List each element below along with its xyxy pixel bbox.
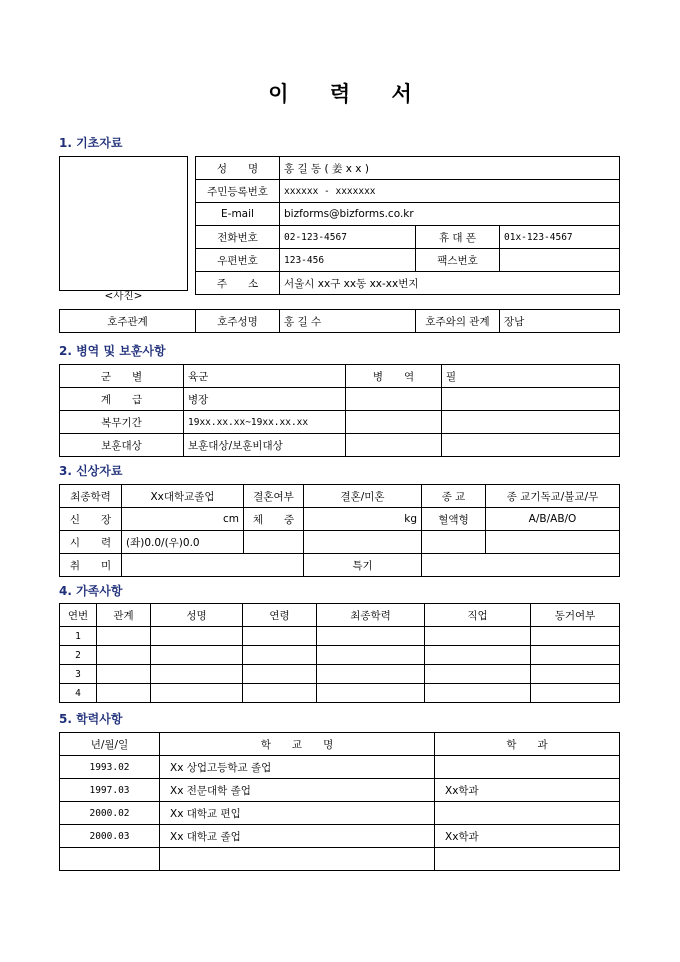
family-cell[interactable]	[243, 665, 317, 684]
table-row	[60, 684, 620, 703]
hobby-value[interactable]	[122, 554, 304, 577]
address-value[interactable]: 서울시 xx구 xx동 xx-xx번지	[280, 272, 620, 295]
family-cell[interactable]	[317, 665, 425, 684]
table-row	[60, 756, 620, 779]
military-table	[59, 364, 620, 457]
family-cell[interactable]	[151, 627, 243, 646]
education-date[interactable]: 1993.02	[60, 756, 160, 779]
family-cell[interactable]	[151, 665, 243, 684]
title-char-1: 이	[268, 81, 289, 106]
section-military-heading: 2. 병역 및 보훈사항	[59, 344, 166, 358]
family-cell[interactable]	[151, 646, 243, 665]
family-header-relation: 관계	[97, 604, 151, 627]
height-value[interactable]: cm	[122, 508, 244, 531]
table-row	[60, 365, 620, 388]
vision-label: 시 력	[60, 531, 122, 554]
weight-label: 체 중	[244, 508, 304, 531]
family-cell[interactable]	[97, 627, 151, 646]
table-row	[60, 531, 620, 554]
education-date[interactable]: 1997.03	[60, 779, 160, 802]
family-cell[interactable]	[531, 665, 620, 684]
family-cell[interactable]	[531, 627, 620, 646]
education-major[interactable]	[435, 802, 620, 825]
education-school[interactable]: Xx 대학교 졸업	[160, 825, 435, 848]
family-cell[interactable]	[317, 627, 425, 646]
education-header-major: 학 과	[435, 733, 620, 756]
period-label: 복무기간	[60, 411, 184, 434]
family-no: 3	[60, 665, 97, 684]
family-header-no: 연번	[60, 604, 97, 627]
religion-label: 종 교	[422, 485, 486, 508]
hoju-name-label: 호주성명	[196, 310, 280, 333]
skill-value[interactable]	[422, 554, 620, 577]
zip-value[interactable]: 123-456	[280, 249, 416, 272]
name-value[interactable]: 홍 길 동 ( 姜 x x )	[280, 157, 620, 180]
name-label: 성 명	[196, 157, 280, 180]
title-char-3: 서	[391, 81, 412, 106]
education-header-school: 학 교 명	[160, 733, 435, 756]
table-row	[60, 825, 620, 848]
phone-value[interactable]: 02-123-4567	[280, 226, 416, 249]
family-no: 4	[60, 684, 97, 703]
section-basic-heading: 1. 기초자료	[59, 136, 123, 150]
height-label: 신 장	[60, 508, 122, 531]
married-label: 결혼여부	[244, 485, 304, 508]
education-date[interactable]: 2000.03	[60, 825, 160, 848]
education-school[interactable]: Xx 전문대학 졸업	[160, 779, 435, 802]
fax-value[interactable]	[500, 249, 620, 272]
service-type-value[interactable]: 필	[442, 365, 620, 388]
table-row	[196, 180, 620, 203]
table-row	[196, 203, 620, 226]
education-major[interactable]: Xx학과	[435, 825, 620, 848]
family-cell[interactable]	[425, 627, 531, 646]
hoju-relation-value[interactable]: 장남	[500, 310, 620, 333]
table-row	[60, 554, 620, 577]
family-cell[interactable]	[425, 665, 531, 684]
table-row	[60, 665, 620, 684]
table-row	[196, 226, 620, 249]
fax-label: 팩스번호	[416, 249, 500, 272]
family-cell[interactable]	[97, 646, 151, 665]
family-header-cohabit: 동거여부	[531, 604, 620, 627]
veteran-value[interactable]: 보훈대상/보훈비대상	[184, 434, 346, 457]
family-no: 1	[60, 627, 97, 646]
family-header-education: 최종학력	[317, 604, 425, 627]
hoju-relation-label: 호주와의 관계	[416, 310, 500, 333]
family-cell[interactable]	[531, 684, 620, 703]
rank-label: 계 급	[60, 388, 184, 411]
phone-label: 전화번호	[196, 226, 280, 249]
table-row	[60, 388, 620, 411]
education-major[interactable]	[435, 756, 620, 779]
table-header-row	[60, 604, 620, 627]
blood-type-label: 혈액형	[422, 508, 486, 531]
table-row	[60, 434, 620, 457]
education-school[interactable]	[160, 848, 435, 871]
vision-value[interactable]: (좌)0.0/(우)0.0	[122, 531, 244, 554]
period-value[interactable]: 19xx.xx.xx~19xx.xx.xx	[184, 411, 346, 434]
table-row	[196, 272, 620, 295]
hoju-table	[59, 309, 620, 333]
religion-value[interactable]: 종 교기독교/불교/무	[486, 485, 620, 508]
education-date[interactable]: 2000.02	[60, 802, 160, 825]
email-label: E-mail	[196, 203, 280, 226]
section-education-heading: 5. 학력사항	[59, 712, 123, 726]
basic-info-table	[195, 156, 620, 295]
family-cell[interactable]	[425, 684, 531, 703]
branch-label: 군 별	[60, 365, 184, 388]
mobile-label: 휴 대 폰	[416, 226, 500, 249]
education-school[interactable]: Xx 대학교 편입	[160, 802, 435, 825]
photo-box[interactable]	[59, 156, 188, 291]
family-cell[interactable]	[151, 684, 243, 703]
table-row	[196, 249, 620, 272]
education-table	[59, 732, 620, 871]
veteran-label: 보훈대상	[60, 434, 184, 457]
rank-value[interactable]: 병장	[184, 388, 346, 411]
hoju-name-value[interactable]: 홍 길 수	[280, 310, 416, 333]
table-row	[60, 485, 620, 508]
table-row	[60, 848, 620, 871]
table-row	[60, 411, 620, 434]
rrn-label: 주민등록번호	[196, 180, 280, 203]
education-label: 최종학력	[60, 485, 122, 508]
table-row	[60, 646, 620, 665]
branch-value[interactable]: 육군	[184, 365, 346, 388]
table-row	[60, 310, 620, 333]
family-cell[interactable]	[531, 646, 620, 665]
table-row	[60, 779, 620, 802]
photo-label: <사진>	[104, 290, 143, 302]
mobile-value[interactable]: 01x-123-4567	[500, 226, 620, 249]
service-type-label: 병 역	[346, 365, 442, 388]
rrn-value[interactable]: xxxxxx - xxxxxxx	[280, 180, 620, 203]
family-header-job: 직업	[425, 604, 531, 627]
email-value[interactable]: bizforms@bizforms.co.kr	[280, 203, 620, 226]
section-family-heading: 4. 가족사항	[59, 584, 123, 598]
hobby-label: 취 미	[60, 554, 122, 577]
weight-value[interactable]: kg	[304, 508, 422, 531]
family-cell[interactable]	[425, 646, 531, 665]
family-header-age: 연령	[243, 604, 317, 627]
table-row	[60, 508, 620, 531]
section-personal-heading: 3. 신상자료	[59, 464, 123, 478]
table-row	[60, 627, 620, 646]
family-cell[interactable]	[97, 684, 151, 703]
zip-label: 우편번호	[196, 249, 280, 272]
family-cell[interactable]	[243, 646, 317, 665]
document-title	[0, 78, 680, 108]
family-cell[interactable]	[97, 665, 151, 684]
hoju-label: 호주관계	[60, 310, 196, 333]
education-value[interactable]: Xx대학교졸업	[122, 485, 244, 508]
table-header-row	[60, 733, 620, 756]
family-cell[interactable]	[317, 684, 425, 703]
family-header-name: 성명	[151, 604, 243, 627]
table-row	[196, 157, 620, 180]
family-cell[interactable]	[243, 627, 317, 646]
family-cell[interactable]	[317, 646, 425, 665]
education-major[interactable]	[435, 848, 620, 871]
family-no: 2	[60, 646, 97, 665]
married-value[interactable]: 결혼/미혼	[304, 485, 422, 508]
skill-label: 특기	[304, 554, 422, 577]
address-label: 주 소	[196, 272, 280, 295]
family-table	[59, 603, 620, 703]
education-header-date: 년/월/일	[60, 733, 160, 756]
education-date[interactable]	[60, 848, 160, 871]
personal-table	[59, 484, 620, 577]
blood-type-value[interactable]: A/B/AB/O	[486, 508, 620, 531]
education-school[interactable]: Xx 상업고등학교 졸업	[160, 756, 435, 779]
title-char-2: 력	[329, 81, 351, 106]
education-major[interactable]: Xx학과	[435, 779, 620, 802]
table-row	[60, 802, 620, 825]
family-cell[interactable]	[243, 684, 317, 703]
